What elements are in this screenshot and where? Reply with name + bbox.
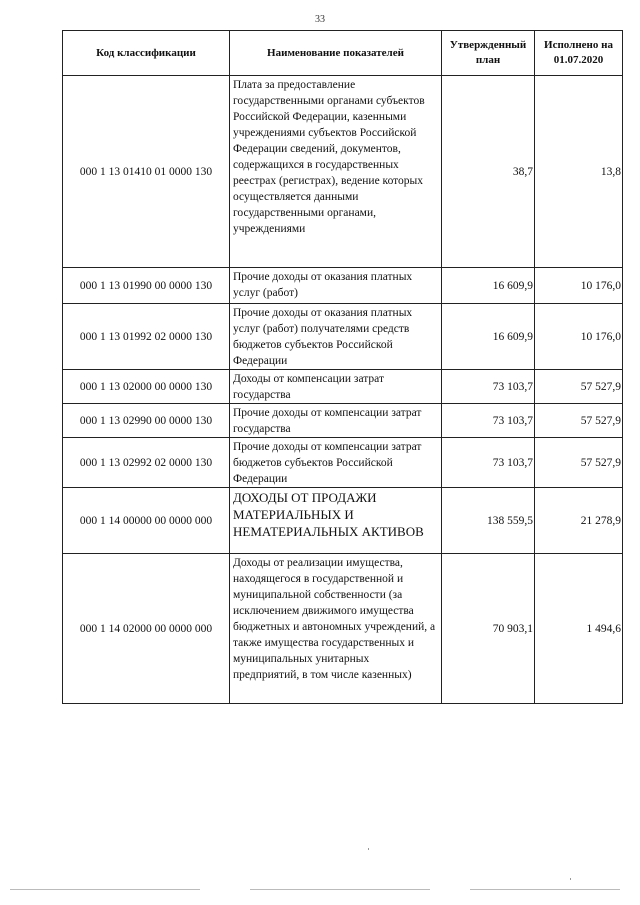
header-plan: Утвержденный план <box>442 31 535 76</box>
row-plan: 73 103,7 <box>442 404 535 438</box>
row-name: Прочие доходы от оказания платных услуг (работ) <box>230 268 442 304</box>
row-done: 1 494,6 <box>535 554 623 704</box>
header-done: Исполнено на 01.07.2020 <box>535 31 623 76</box>
row-code: 000 1 13 02000 00 0000 130 <box>63 370 230 404</box>
row-code: 000 1 13 01990 00 0000 130 <box>63 268 230 304</box>
table-row <box>63 404 623 438</box>
row-done: 21 278,9 <box>535 488 623 554</box>
row-done: 13,8 <box>535 76 623 268</box>
table-row <box>63 304 623 370</box>
table-row <box>63 76 623 268</box>
row-plan: 70 903,1 <box>442 554 535 704</box>
row-done: 10 176,0 <box>535 268 623 304</box>
row-plan: 138 559,5 <box>442 488 535 554</box>
row-plan: 16 609,9 <box>442 304 535 370</box>
revenue-table <box>62 30 623 704</box>
table-row <box>63 438 623 488</box>
row-code: 000 1 13 01992 02 0000 130 <box>63 304 230 370</box>
row-code: 000 1 13 02990 00 0000 130 <box>63 404 230 438</box>
table-row <box>63 370 623 404</box>
row-code: 000 1 14 00000 00 0000 000 <box>63 488 230 554</box>
row-code: 000 1 13 01410 01 0000 130 <box>63 76 230 268</box>
row-done: 57 527,9 <box>535 404 623 438</box>
row-plan: 38,7 <box>442 76 535 268</box>
scan-artifact <box>368 848 369 850</box>
row-name: Доходы от реализации имущества, находящегося в государственной и муниципальной собственности (за исключением движимого имущества бюджетных и автономных учреждений, а также имущества государственных и муниципальных унитарных предприятий, в том числе казенных) <box>230 554 442 704</box>
row-done: 10 176,0 <box>535 304 623 370</box>
row-name: Доходы от компенсации затрат государства <box>230 370 442 404</box>
row-code: 000 1 13 02992 02 0000 130 <box>63 438 230 488</box>
scan-artifact <box>570 878 571 880</box>
header-name: Наименование показателей <box>230 31 442 76</box>
row-plan: 16 609,9 <box>442 268 535 304</box>
row-name: Прочие доходы от компенсации затрат государства <box>230 404 442 438</box>
scan-artifact <box>250 889 430 890</box>
scan-artifact <box>470 889 620 890</box>
table-header-row <box>63 31 623 76</box>
row-plan: 73 103,7 <box>442 370 535 404</box>
row-code: 000 1 14 02000 00 0000 000 <box>63 554 230 704</box>
row-done: 57 527,9 <box>535 370 623 404</box>
row-done: 57 527,9 <box>535 438 623 488</box>
row-name: Плата за предоставление государственными органами субъектов Российской Федерации, казенными учреждениями субъектов Российской Федерации сведений, документов, содержащихся в государственных реестрах (регистрах), ведение которых осуществляется данными государственными органами, учреждениями <box>230 76 442 268</box>
header-code: Код классификации <box>63 31 230 76</box>
table-row <box>63 268 623 304</box>
table-row <box>63 554 623 704</box>
table-row <box>63 488 623 554</box>
row-name: Прочие доходы от компенсации затрат бюджетов субъектов Российской Федерации <box>230 438 442 488</box>
row-plan: 73 103,7 <box>442 438 535 488</box>
row-name: ДОХОДЫ ОТ ПРОДАЖИ МАТЕРИАЛЬНЫХ И НЕМАТЕРИАЛЬНЫХ АКТИВОВ <box>230 488 442 554</box>
row-name: Прочие доходы от оказания платных услуг (работ) получателями средств бюджетов субъектов Российской Федерации <box>230 304 442 370</box>
page-number: 33 <box>315 14 325 25</box>
scan-artifact <box>10 889 200 890</box>
